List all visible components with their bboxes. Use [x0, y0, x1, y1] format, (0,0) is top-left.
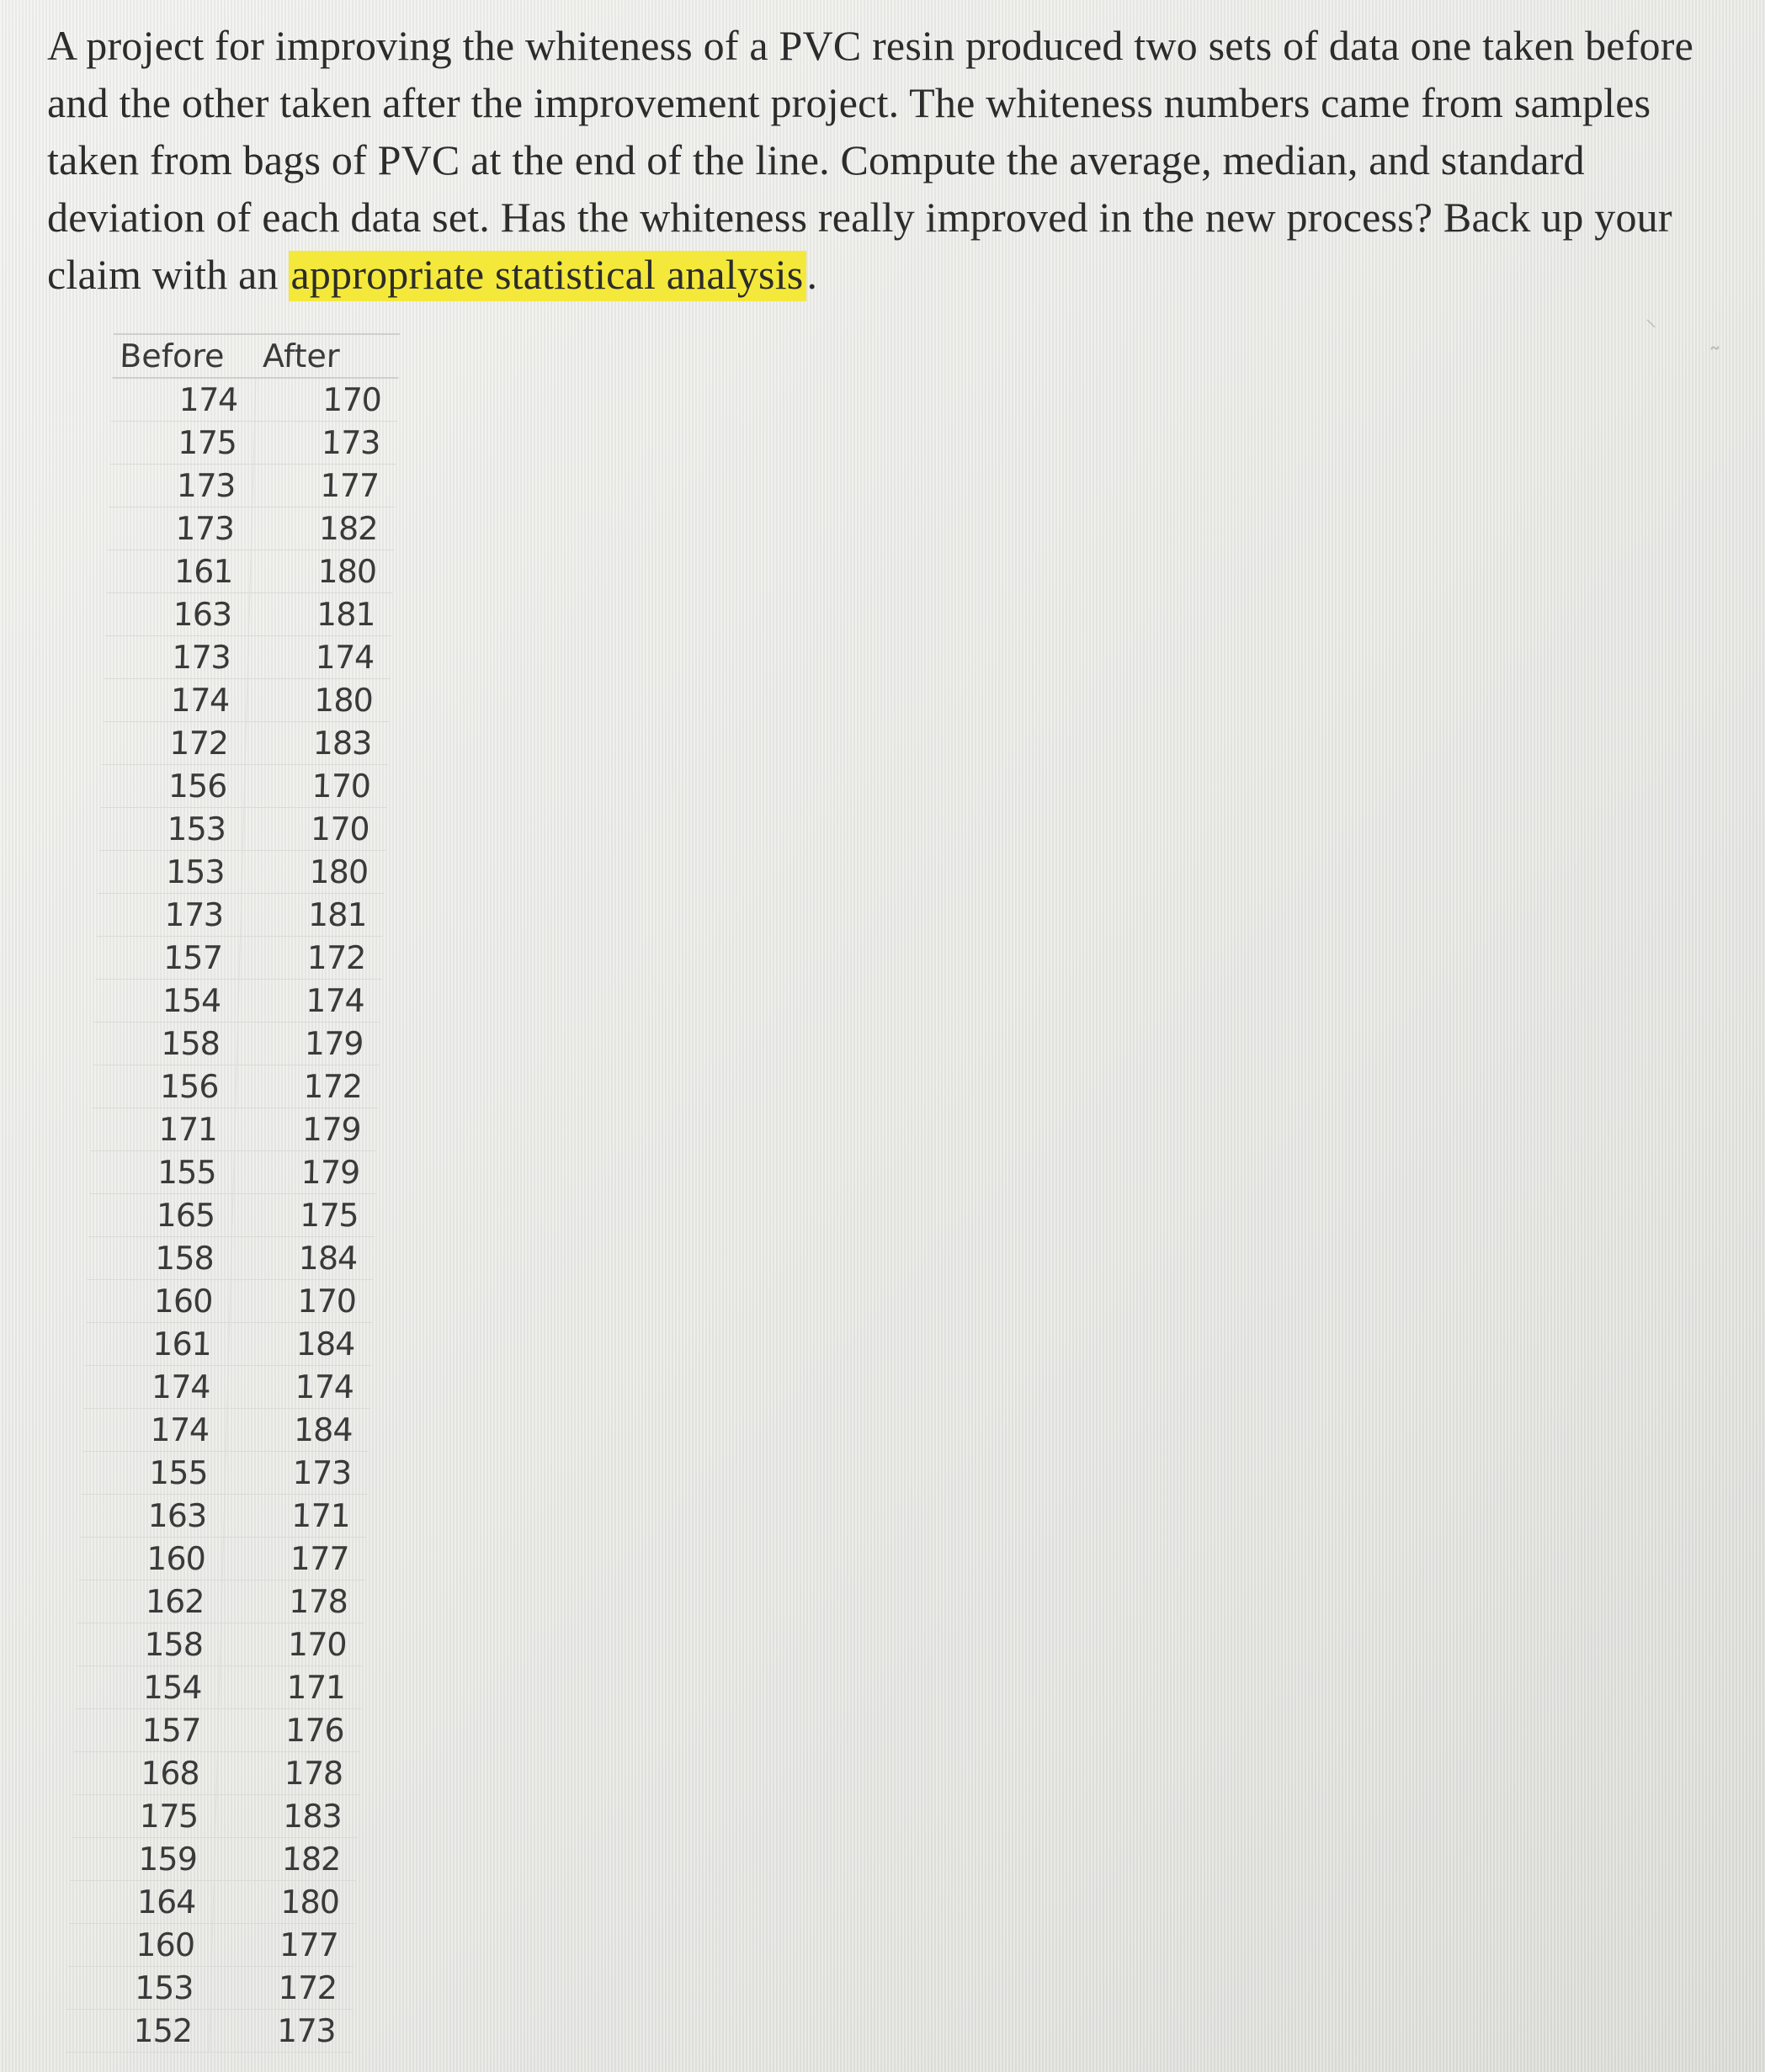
after-value-cell: 170 [243, 765, 387, 808]
before-value-cell: 171 [91, 1108, 235, 1151]
table-row [100, 765, 387, 808]
before-value-cell: 174 [83, 1366, 227, 1409]
table-row [66, 2010, 353, 2053]
after-value-cell: 181 [240, 894, 384, 937]
before-value-cell: 172 [102, 722, 246, 765]
table-row [103, 679, 390, 722]
before-value-cell: 154 [75, 1666, 219, 1709]
column-header-before: Before [113, 334, 257, 378]
before-value-cell: 168 [72, 1752, 216, 1795]
table-row [81, 1452, 368, 1495]
column-header-after: After [256, 334, 400, 378]
before-value-cell: 156 [100, 765, 244, 808]
before-value-cell: 165 [88, 1194, 232, 1237]
table-row [94, 980, 381, 1023]
table-row [97, 894, 384, 937]
table-row [105, 593, 392, 636]
before-value-cell: 158 [77, 1623, 221, 1666]
after-value-cell: 177 [252, 465, 396, 507]
before-value-cell: 161 [85, 1323, 229, 1366]
screen-blemish: ⸌ [1645, 316, 1657, 341]
before-value-cell: 175 [110, 422, 254, 465]
before-value-cell: 175 [72, 1795, 215, 1838]
screen-blemish: ˜ [1709, 343, 1721, 373]
table-row [88, 1194, 375, 1237]
after-value-cell: 170 [220, 1623, 364, 1666]
problem-line: deviation of each data set. Has the whiteness really improved in the new process? Back up your [47, 194, 1672, 241]
before-value-cell: 174 [111, 378, 255, 422]
table-row [77, 1581, 364, 1623]
after-value-cell: 171 [223, 1495, 367, 1538]
after-value-cell: 174 [237, 980, 381, 1023]
before-value-cell: 160 [68, 1924, 212, 1967]
after-value-cell: 172 [235, 1065, 379, 1108]
table-row [108, 507, 395, 550]
after-value-cell: 179 [232, 1151, 376, 1194]
before-value-cell: 153 [98, 851, 242, 894]
after-value-cell: 176 [217, 1709, 361, 1752]
before-value-cell: 163 [80, 1495, 224, 1538]
after-value-cell: 170 [229, 1280, 373, 1323]
after-value-cell: 182 [214, 1838, 358, 1881]
table-row [104, 636, 391, 679]
problem-line: and the other taken after the improvement project. The whiteness numbers came from samples [47, 79, 1651, 126]
table-row [72, 1795, 359, 1838]
after-value-cell: 174 [226, 1366, 370, 1409]
after-value-cell: 180 [249, 550, 393, 593]
table-row [86, 1280, 373, 1323]
table-row [82, 1409, 369, 1452]
before-value-cell: 164 [69, 1881, 213, 1924]
table-row [89, 1151, 376, 1194]
table-row [102, 722, 389, 765]
before-value-cell: 158 [93, 1023, 237, 1065]
after-value-cell: 184 [231, 1237, 375, 1280]
table-row [68, 1924, 355, 1967]
after-value-cell: 173 [224, 1452, 368, 1495]
table-row [93, 1023, 380, 1065]
problem-line-prefix: claim with an [47, 251, 290, 298]
problem-line-suffix: . [806, 251, 818, 298]
table-row [79, 1538, 366, 1581]
after-value-cell: 171 [218, 1666, 362, 1709]
problem-line-last [47, 246, 1739, 303]
before-value-cell: 152 [66, 2010, 210, 2053]
before-value-cell: 160 [86, 1280, 230, 1323]
after-value-cell: 178 [215, 1752, 359, 1795]
table-row [92, 1065, 379, 1108]
before-value-cell: 173 [104, 636, 248, 679]
before-value-cell: 153 [99, 808, 243, 851]
after-value-cell: 175 [231, 1194, 375, 1237]
before-value-cell: 155 [89, 1151, 233, 1194]
before-value-cell: 173 [97, 894, 241, 937]
after-value-cell: 177 [211, 1924, 355, 1967]
after-value-cell: 172 [210, 1967, 354, 2010]
after-value-cell: 172 [239, 937, 383, 980]
before-value-cell: 158 [88, 1237, 231, 1280]
before-value-cell: 160 [79, 1538, 223, 1581]
before-value-cell: 174 [82, 1409, 226, 1452]
after-value-cell: 180 [212, 1881, 356, 1924]
before-value-cell: 155 [81, 1452, 225, 1495]
whiteness-data-table [66, 333, 400, 2053]
table-row [71, 1838, 358, 1881]
table-row [83, 1366, 370, 1409]
before-value-cell: 159 [71, 1838, 215, 1881]
after-value-cell: 178 [221, 1581, 364, 1623]
table-row [74, 1709, 361, 1752]
table-row [80, 1495, 367, 1538]
after-value-cell: 180 [241, 851, 385, 894]
table-row [109, 465, 396, 507]
after-value-cell: 179 [234, 1108, 378, 1151]
after-value-cell: 183 [245, 722, 389, 765]
table-row [91, 1108, 378, 1151]
table-row [99, 808, 386, 851]
table-body [66, 378, 399, 2053]
problem-statement [47, 17, 1739, 303]
after-value-cell: 181 [248, 593, 392, 636]
after-value-cell: 173 [253, 422, 397, 465]
table-row [111, 378, 398, 422]
before-value-cell: 174 [103, 679, 247, 722]
table-row [106, 550, 393, 593]
before-value-cell: 161 [106, 550, 250, 593]
table-row [85, 1323, 372, 1366]
after-value-cell: 180 [246, 679, 390, 722]
table-row [88, 1237, 375, 1280]
table-row [77, 1623, 364, 1666]
table-row [72, 1752, 359, 1795]
before-value-cell: 157 [96, 937, 240, 980]
table-header-row [113, 334, 400, 378]
before-value-cell: 156 [92, 1065, 236, 1108]
before-value-cell: 163 [105, 593, 249, 636]
after-value-cell: 177 [222, 1538, 366, 1581]
after-value-cell: 184 [228, 1323, 372, 1366]
before-value-cell: 157 [74, 1709, 218, 1752]
after-value-cell: 173 [209, 2010, 353, 2053]
after-value-cell: 170 [242, 808, 386, 851]
table-row [75, 1666, 362, 1709]
problem-line: taken from bags of PVC at the end of the line. Compute the average, median, and standard [47, 136, 1585, 183]
highlighted-text: appropriate statistical analysis [289, 251, 806, 301]
after-value-cell: 170 [254, 378, 398, 422]
before-value-cell: 153 [66, 1967, 210, 2010]
table-row [66, 1967, 354, 2010]
table-row [69, 1881, 356, 1924]
after-value-cell: 184 [226, 1409, 369, 1452]
before-value-cell: 173 [108, 507, 252, 550]
after-value-cell: 183 [215, 1795, 359, 1838]
before-value-cell: 173 [109, 465, 253, 507]
after-value-cell: 179 [237, 1023, 380, 1065]
before-value-cell: 154 [94, 980, 238, 1023]
problem-line: A project for improving the whiteness of a PVC resin produced two sets of data one taken before [47, 22, 1693, 69]
table-row [98, 851, 385, 894]
table-row [110, 422, 397, 465]
before-value-cell: 162 [77, 1581, 221, 1623]
table-row [96, 937, 383, 980]
after-value-cell: 174 [247, 636, 391, 679]
after-value-cell: 182 [251, 507, 395, 550]
